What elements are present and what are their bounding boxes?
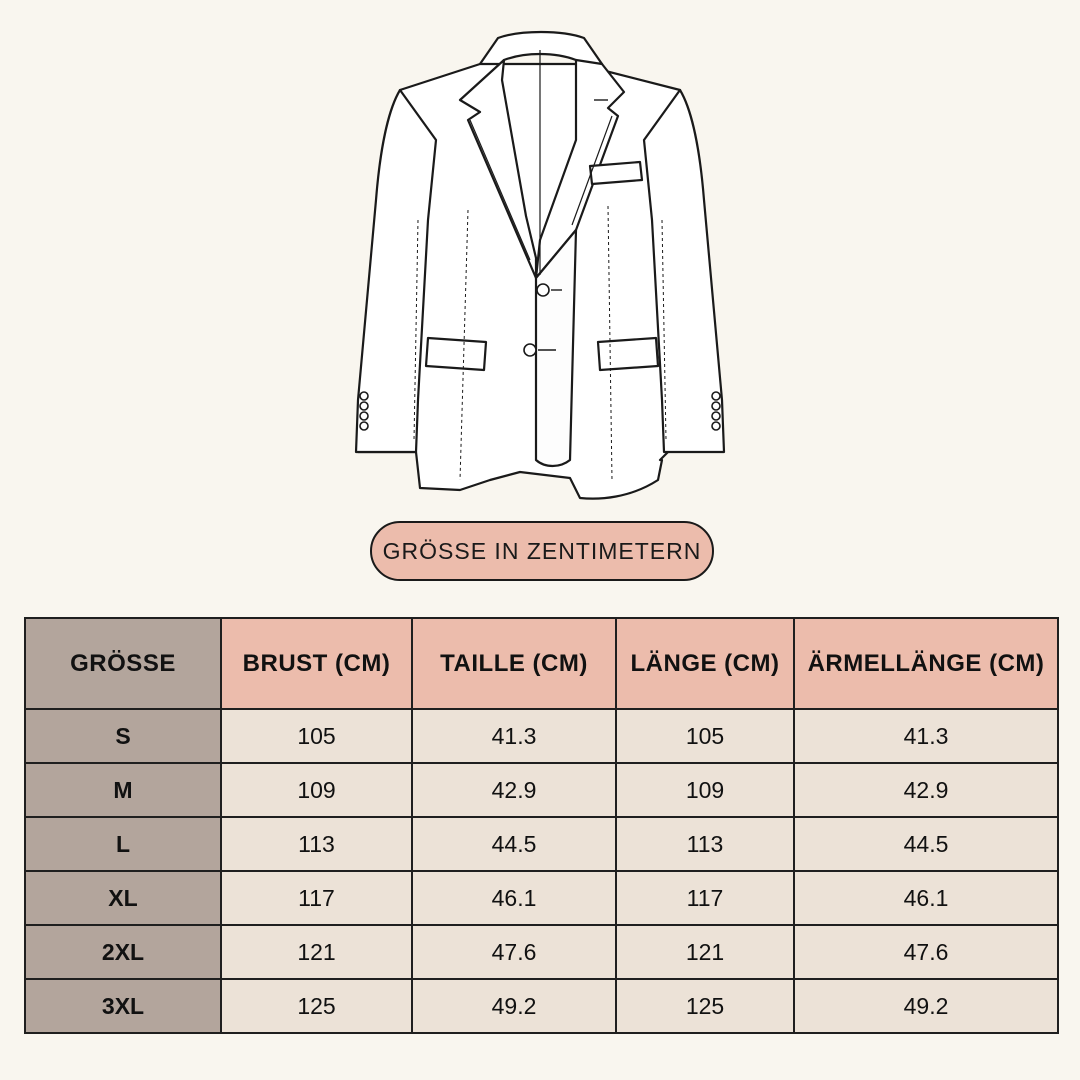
waist-cell: 49.2 — [412, 979, 616, 1033]
header-waist: TAILLE (CM) — [412, 618, 616, 709]
size-unit-badge: GRÖSSE IN ZENTIMETERN — [370, 521, 714, 581]
sleeve-length-cell: 49.2 — [794, 979, 1058, 1033]
table-row — [25, 979, 1058, 1033]
size-cell: L — [25, 817, 221, 871]
table-row — [25, 925, 1058, 979]
size-cell: M — [25, 763, 221, 817]
header-size: GRÖSSE — [25, 618, 221, 709]
chest-cell: 121 — [221, 925, 412, 979]
size-cell: 2XL — [25, 925, 221, 979]
sleeve-length-cell: 46.1 — [794, 871, 1058, 925]
length-cell: 121 — [616, 925, 794, 979]
length-cell: 113 — [616, 817, 794, 871]
chest-cell: 109 — [221, 763, 412, 817]
length-cell: 105 — [616, 709, 794, 763]
size-cell: 3XL — [25, 979, 221, 1033]
suit-jacket-icon — [340, 20, 740, 510]
length-cell: 125 — [616, 979, 794, 1033]
table-row — [25, 871, 1058, 925]
table-header-row — [25, 618, 1058, 709]
chest-cell: 125 — [221, 979, 412, 1033]
header-length: LÄNGE (CM) — [616, 618, 794, 709]
sleeve-length-cell: 44.5 — [794, 817, 1058, 871]
waist-cell: 44.5 — [412, 817, 616, 871]
header-chest: BRUST (CM) — [221, 618, 412, 709]
waist-cell: 47.6 — [412, 925, 616, 979]
sleeve-length-cell: 47.6 — [794, 925, 1058, 979]
header-sleeve-length: ÄRMELLÄNGE (CM) — [794, 618, 1058, 709]
length-cell: 117 — [616, 871, 794, 925]
table-row — [25, 763, 1058, 817]
chest-cell: 113 — [221, 817, 412, 871]
chest-cell: 105 — [221, 709, 412, 763]
sleeve-length-cell: 41.3 — [794, 709, 1058, 763]
table-row — [25, 709, 1058, 763]
table-row — [25, 817, 1058, 871]
waist-cell: 41.3 — [412, 709, 616, 763]
length-cell: 109 — [616, 763, 794, 817]
size-chart-table — [24, 617, 1059, 1034]
jacket-illustration — [340, 20, 740, 510]
waist-cell: 46.1 — [412, 871, 616, 925]
waist-cell: 42.9 — [412, 763, 616, 817]
size-cell: XL — [25, 871, 221, 925]
sleeve-length-cell: 42.9 — [794, 763, 1058, 817]
size-cell: S — [25, 709, 221, 763]
chest-cell: 117 — [221, 871, 412, 925]
